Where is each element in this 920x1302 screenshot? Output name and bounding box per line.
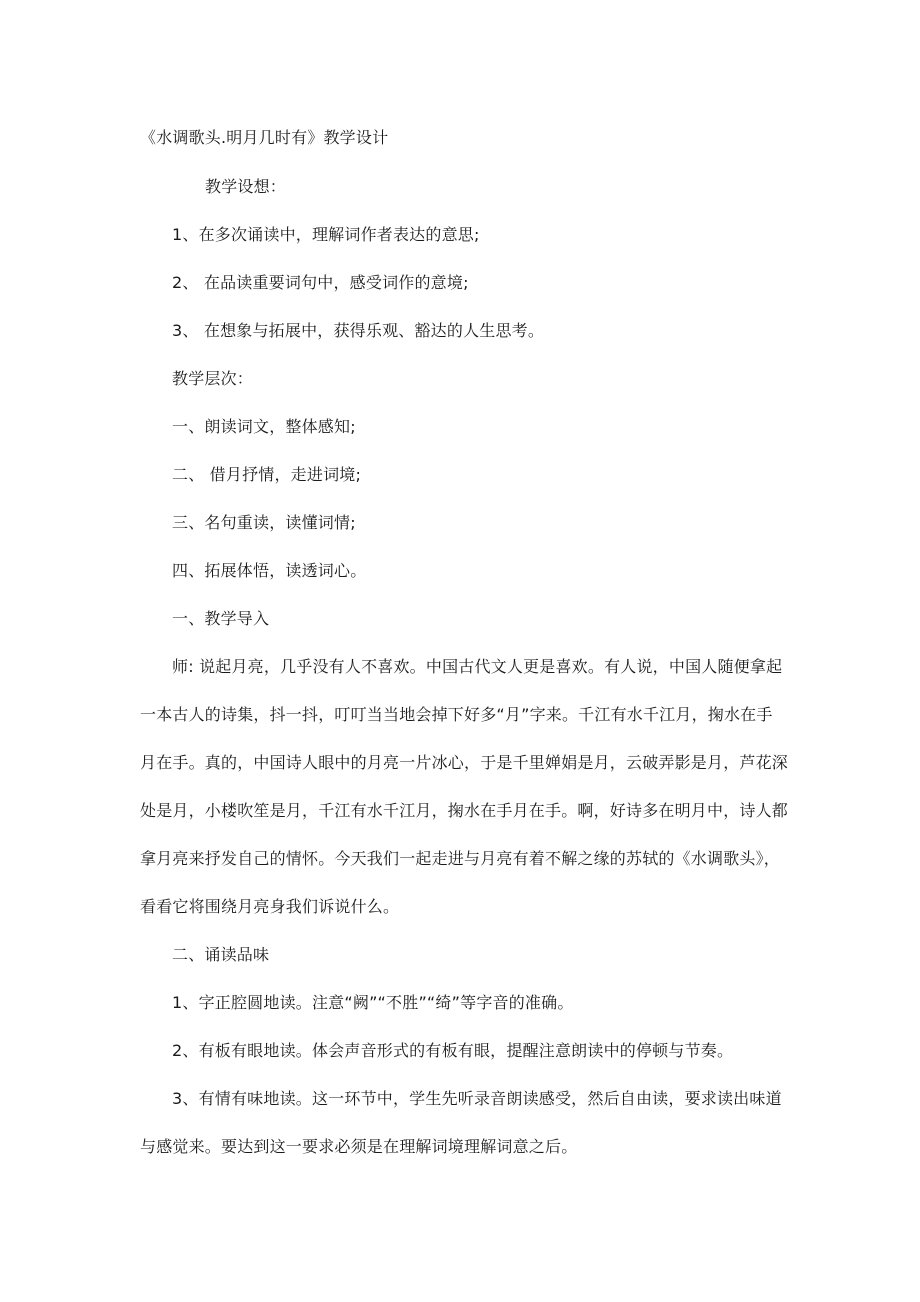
reading-item: 2、有板有眼地读。体会声音形式的有板有眼，提醒注意朗读中的停顿与节奏。 <box>172 1041 734 1060</box>
teaching-ideas-heading: 教学设想： <box>205 177 287 196</box>
paragraph-line: 师: 说起月亮，几乎没有人不喜欢。中国古代文人更是喜欢。有人说，中国人随便拿起 <box>172 657 783 676</box>
section-heading-intro: 一、教学导入 <box>172 609 270 628</box>
paragraph-line: 看看它将围绕月亮身我们诉说什么。 <box>140 897 400 916</box>
paragraph-line: 一本古人的诗集，抖一抖，叮叮当当地会掉下好多“月”字来。千江有水千江月，掬水在手 <box>140 705 773 724</box>
teaching-idea-item: 3、 在想象与拓展中，获得乐观、豁达的人生思考。 <box>172 321 545 340</box>
paragraph-line: 拿月亮来抒发自己的情怀。今天我们一起走进与月亮有着不解之缘的苏轼的《水调歌头》， <box>140 849 781 868</box>
teaching-level-item: 一、朗读词文，整体感知; <box>172 417 356 436</box>
teaching-idea-item: 1、在多次诵读中，理解词作者表达的意思; <box>172 225 480 244</box>
reading-item: 1、字正腔圆地读。注意“阙”“不胜”“绮”等字音的准确。 <box>172 993 574 1012</box>
paragraph-line: 处是月，小楼吹笙是月，千江有水千江月，掬水在手月在手。啊，好诗多在明月中，诗人都 <box>140 801 789 820</box>
teaching-level-item: 二、 借月抒情，走进词境; <box>172 465 362 484</box>
document-title: 《水调歌头.明月几时有》教学设计 <box>140 128 389 147</box>
section-heading-reading: 二、诵读品味 <box>172 945 270 964</box>
teaching-level-item: 三、名句重读，读懂词情; <box>172 513 356 532</box>
reading-item: 与感觉来。要达到这一要求必须是在理解词境理解词意之后。 <box>140 1137 578 1156</box>
teaching-levels-heading: 教学层次： <box>172 369 254 388</box>
reading-item: 3、有情有味地读。这一环节中，学生先听录音朗读感受，然后自由读，要求读出味道 <box>172 1089 782 1108</box>
teaching-level-item: 四、拓展体悟，读透词心。 <box>172 561 367 580</box>
teaching-idea-item: 2、 在品读重要词句中，感受词作的意境; <box>172 273 469 292</box>
paragraph-line: 月在手。真的，中国诗人眼中的月亮一片冰心，于是千里婵娟是月，云破弄影是月，芦花深 <box>140 753 789 772</box>
